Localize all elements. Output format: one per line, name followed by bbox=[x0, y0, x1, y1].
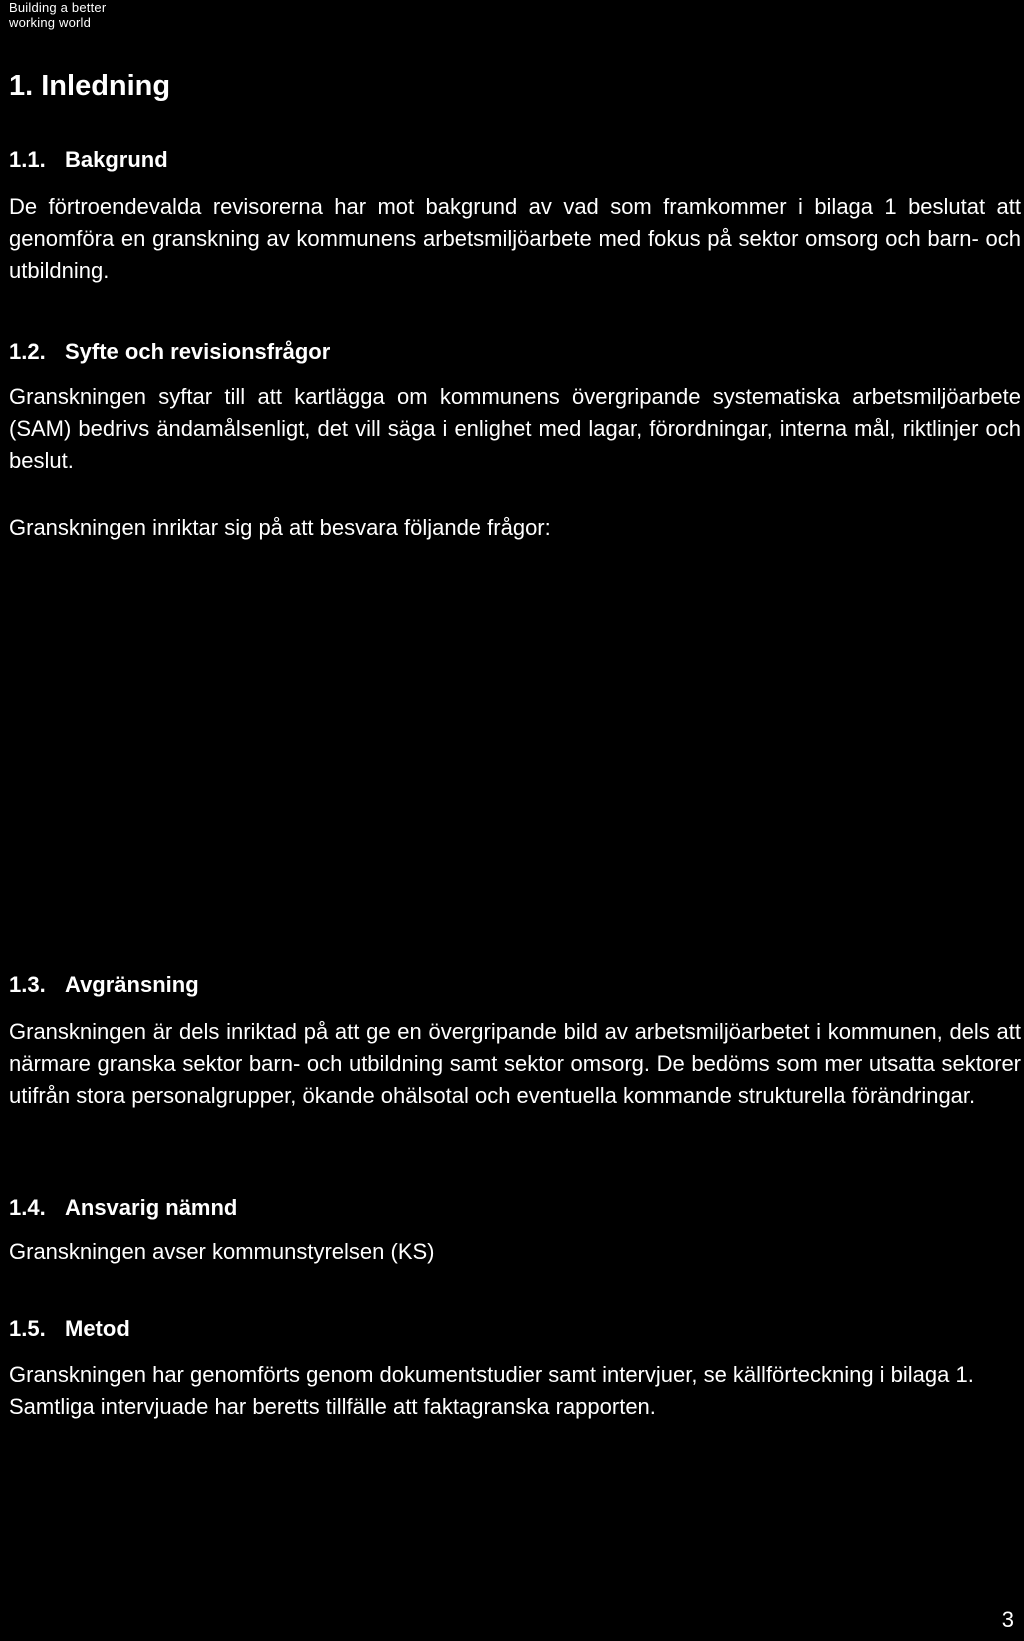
section-1-5-number: 1.5. bbox=[9, 1316, 46, 1341]
section-1-4-heading bbox=[9, 1194, 237, 1222]
section-1-3-heading bbox=[9, 971, 199, 999]
tagline-line-1: Building a better bbox=[9, 0, 107, 15]
section-1-2-heading bbox=[9, 338, 330, 366]
section-1-2-paragraph-1: Granskningen syftar till att kartlägga om kommunens övergripande systematiska arbetsmiljöarbete (SAM) bedrivs ändamålsenligt, det vill säga i enlighet med lagar, förordningar, interna mål, riktlinjer och beslut. bbox=[9, 384, 1021, 473]
page-number: 3 bbox=[1001, 1607, 1014, 1632]
section-1-1-heading bbox=[9, 146, 168, 174]
section-1-3-paragraph: Granskningen är dels inriktad på att ge en övergripande bild av arbetsmiljöarbetet i kommunen, dels att närmare granska sektor barn- och utbildning samt sektor omsorg. De bedöms som mer utsatta sektorer utifrån stora personalgrupper, ökande ohälsotal och eventuella kommande strukturella förändringar. bbox=[9, 1019, 1021, 1108]
section-1-5-heading bbox=[9, 1315, 130, 1343]
section-1-2-paragraph-2: Granskningen inriktar sig på att besvara följande frågor: bbox=[9, 515, 551, 540]
section-1-5-title: Metod bbox=[65, 1316, 130, 1341]
section-1-4-paragraph: Granskningen avser kommunstyrelsen (KS) bbox=[9, 1239, 435, 1264]
section-1-3-number: 1.3. bbox=[9, 972, 46, 997]
tagline-line-2: working world bbox=[9, 15, 92, 30]
section-1-4-title: Ansvarig nämnd bbox=[65, 1195, 238, 1220]
section-1-1-title: Bakgrund bbox=[65, 147, 168, 172]
section-1-3-title: Avgränsning bbox=[65, 972, 199, 997]
chapter-heading: 1. Inledning bbox=[9, 70, 171, 102]
section-1-5-paragraph: Granskningen har genomförts genom dokumentstudier samt intervjuer, se källförteckning i bilaga 1. Samtliga intervjuade har beretts tillfälle att faktagranska rapporten. bbox=[9, 1362, 974, 1419]
section-1-2-title: Syfte och revisionsfrågor bbox=[65, 339, 331, 364]
section-1-4-number: 1.4. bbox=[9, 1195, 46, 1220]
header-tagline bbox=[9, 0, 106, 30]
section-1-1-paragraph: De förtroendevalda revisorerna har mot bakgrund av vad som framkommer i bilaga 1 beslutat att genomföra en granskning av kommunens arbetsmiljöarbete med fokus på sektor omsorg och barn- och utbildning. bbox=[9, 194, 1021, 283]
section-1-1-number: 1.1. bbox=[9, 147, 46, 172]
section-1-2-number: 1.2. bbox=[9, 339, 46, 364]
